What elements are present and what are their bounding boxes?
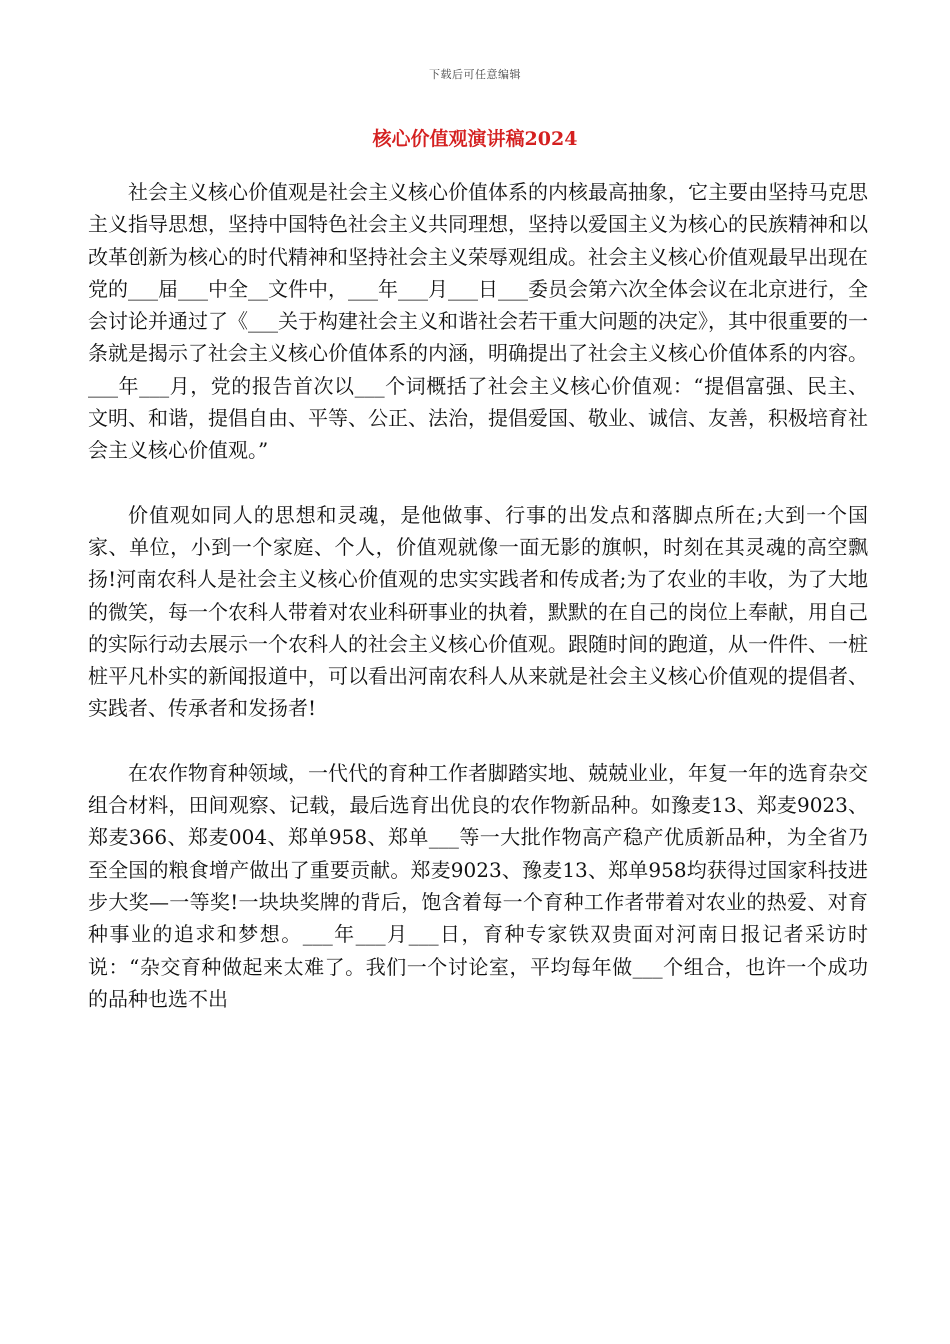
- document-title: 核心价值观演讲稿2024: [372, 128, 578, 150]
- paragraph: 价值观如同人的思想和灵魂，是他做事、行事的出发点和落脚点所在;大到一个国家、单位，小到一个家庭、个人，价值观就像一面无影的旗帜，时刻在其灵魂的高空飘扬!河南农科人是社会主义核心价值观的忠实实践者和传成者;为了农业的丰收，为了大地的微笑，每一个农科人带着对农业科研事业的执着，默默的在自己的岗位上奉献，用自己的实际行动去展示一个农科人的社会主义核心价值观。跟随时间的跑道，从一件件、一桩桩平凡朴实的新闻报道中，可以看出河南农科人从来就是社会主义核心价值观的提倡者、实践者、传承者和发扬者!: [88, 502, 868, 721]
- header-note: 下载后可任意编辑: [429, 68, 521, 81]
- document-body: [88, 176, 868, 1047]
- paragraph: 在农作物育种领域，一代代的育种工作者脚踏实地、兢兢业业，年复一年的选育杂交组合材料，田间观察、记载，最后选育出优良的农作物新品种。如豫麦13、郑麦9023、郑麦366、郑麦004、郑单958、郑单___等一大批作物高产稳产优质新品种，为全省乃至全国的粮食增产做出了重要贡献。郑麦9023、豫麦13、郑单958均获得过国家科技进步大奖—一等奖!一块块奖牌的背后，饱含着每一个育种工作者带着对农业的热爱、对育种事业的追求和梦想。___年___月___日，育种专家铁双贵面对河南日报记者采访时说：“杂交育种做起来太难了。我们一个讨论室，平均每年做___个组合，也许一个成功的品种也选不出: [88, 760, 868, 1011]
- paragraph: 社会主义核心价值观是社会主义核心价值体系的内核最高抽象，它主要由坚持马克思主义指导思想，坚持中国特色社会主义共同理想，坚持以爱国主义为核心的民族精神和以改革创新为核心的时代精神和坚持社会主义荣辱观组成。社会主义核心价值观最早出现在党的___届___中全__文件中，___年___月___日___委员会第六次全体会议在北京进行，全会讨论并通过了《___关于构建社会主义和谐社会若干重大问题的决定》，其中很重要的一条就是揭示了社会主义核心价值体系的内涵，明确提出了社会主义核心价值体系的内容。___年___月，党的报告首次以___个词概括了社会主义核心价值观：“提倡富强、民主、文明、和谐，提倡自由、平等、公正、法治，提倡爱国、敬业、诚信、友善，积极培育社会主义核心价值观。”: [88, 180, 868, 463]
